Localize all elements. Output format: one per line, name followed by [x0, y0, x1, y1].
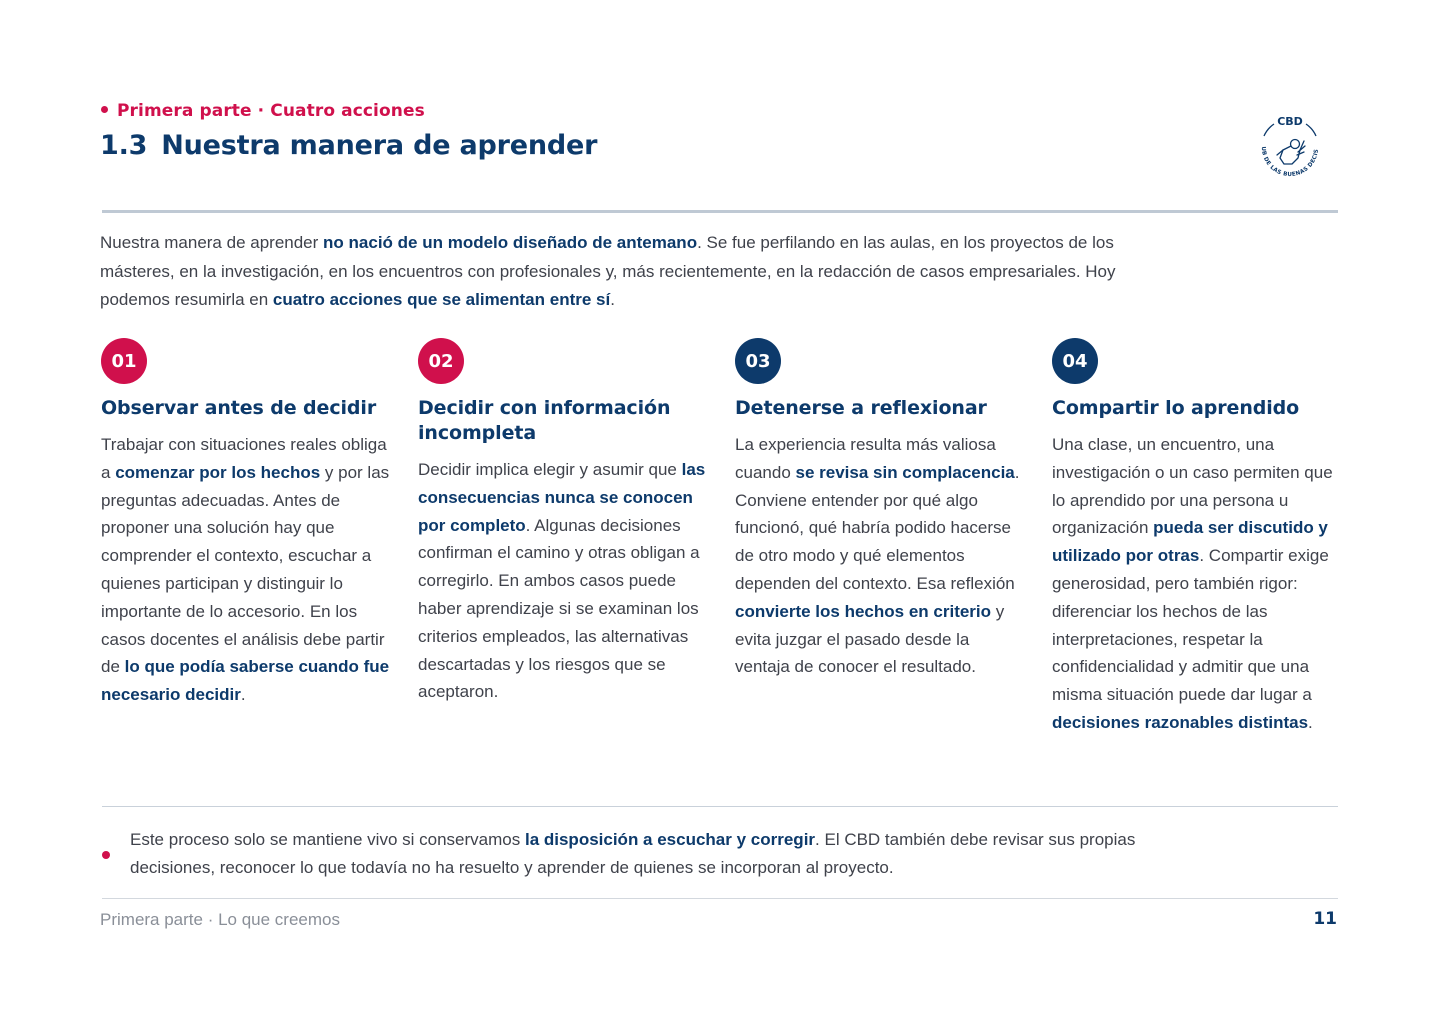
action-title: Compartir lo aprendido	[1052, 397, 1300, 419]
note-highlight: la disposición a escuchar y corregir	[524, 830, 816, 849]
action-number-badge: 02	[418, 338, 464, 384]
action-body: Trabajar con situaciones reales obliga a comenzar por los hechos y por las preguntas adecuadas. Antes de proponer una solución hay que comprender el contexto, escuchar a quienes participan y distinguir lo importante de lo accesorio. En los casos docentes el análisis debe partir de lo que podía saberse cuando fue necesario decidir.	[101, 435, 390, 705]
action-column-4	[1052, 338, 1344, 737]
action-column-3	[735, 338, 1027, 681]
section-eyebrow	[101, 101, 425, 121]
section-number: 1.3	[100, 130, 148, 161]
action-title: Observar antes de decidir	[101, 397, 377, 419]
action-column-1	[101, 338, 393, 709]
note-bullet-icon	[102, 851, 110, 859]
note-divider	[102, 806, 1338, 807]
action-number-badge: 03	[735, 338, 781, 384]
bullet-dot-icon	[101, 106, 108, 113]
title-text: Nuestra manera de aprender	[161, 130, 598, 161]
logo-ring-text: UB DE LAS BUENAS DECIS	[1259, 146, 1321, 179]
action-body: Una clase, un encuentro, una investigación o un caso permiten que lo aprendido por una persona u organización pueda ser discutido y utilizado por otras. Compartir exige generosidad, pero también rigor: diferenciar los hechos de las interpretaciones, respetar la confidencialidad y admitir que una misma situación puede dar lugar a decisiones razonables distintas.	[1052, 435, 1333, 732]
page-number: 11	[1313, 909, 1337, 929]
action-body: La experiencia resulta más valiosa cuando se revisa sin complacencia. Conviene entender por qué algo funcionó, qué habría podido hacerse de otro modo y qué elementos dependen del contexto. Esa reflexión convierte los hechos en criterio y evita juzgar el pasado desde la ventaja de conocer el resultado.	[735, 435, 1020, 677]
header-divider	[102, 210, 1338, 213]
action-number-badge: 01	[101, 338, 147, 384]
cbd-logo	[1250, 108, 1330, 188]
footer-section-label: Primera parte · Lo que creemos	[100, 910, 340, 929]
intro-highlight-2: cuatro acciones que se alimentan entre sí	[272, 290, 611, 309]
page-title	[100, 130, 597, 161]
intro-paragraph: Nuestra manera de aprender no nació de un modelo diseñado de antemano. Se fue perfilando en las aulas, en los proyectos de los másteres, en la investigación, en los encuentros con profesionales y, más recientemente, en la redacción de casos empresariales. Hoy podemos resumirla en cuatro acciones que se alimentan entre sí.	[100, 233, 1116, 309]
closing-note: Este proceso solo se mantiene vivo si conservamos la disposición a escuchar y corregir. El CBD también debe revisar sus propias decisiones, reconocer lo que todavía no ha resuelto y aprender de quienes se incorporan al proyecto.	[130, 830, 1136, 877]
action-body: Decidir implica elegir y asumir que las consecuencias nunca se conocen por completo. Algunas decisiones confirman el camino y otras obligan a corregirlo. En ambos casos puede haber aprendizaje si se examinan los criterios empleados, las alternativas descartadas y los riesgos que se aceptaron.	[418, 460, 706, 702]
action-title: Decidir con información incompleta	[418, 397, 671, 444]
footer-divider	[102, 898, 1338, 899]
logo-acronym: CBD	[1277, 115, 1303, 128]
action-column-2	[418, 338, 710, 706]
ok-hand-icon	[1277, 140, 1305, 165]
action-number-badge: 04	[1052, 338, 1098, 384]
eyebrow-text: Primera parte · Cuatro acciones	[117, 101, 425, 121]
action-title: Detenerse a reflexionar	[735, 397, 987, 419]
intro-highlight-1: no nació de un modelo diseñado de antemano	[323, 233, 698, 252]
